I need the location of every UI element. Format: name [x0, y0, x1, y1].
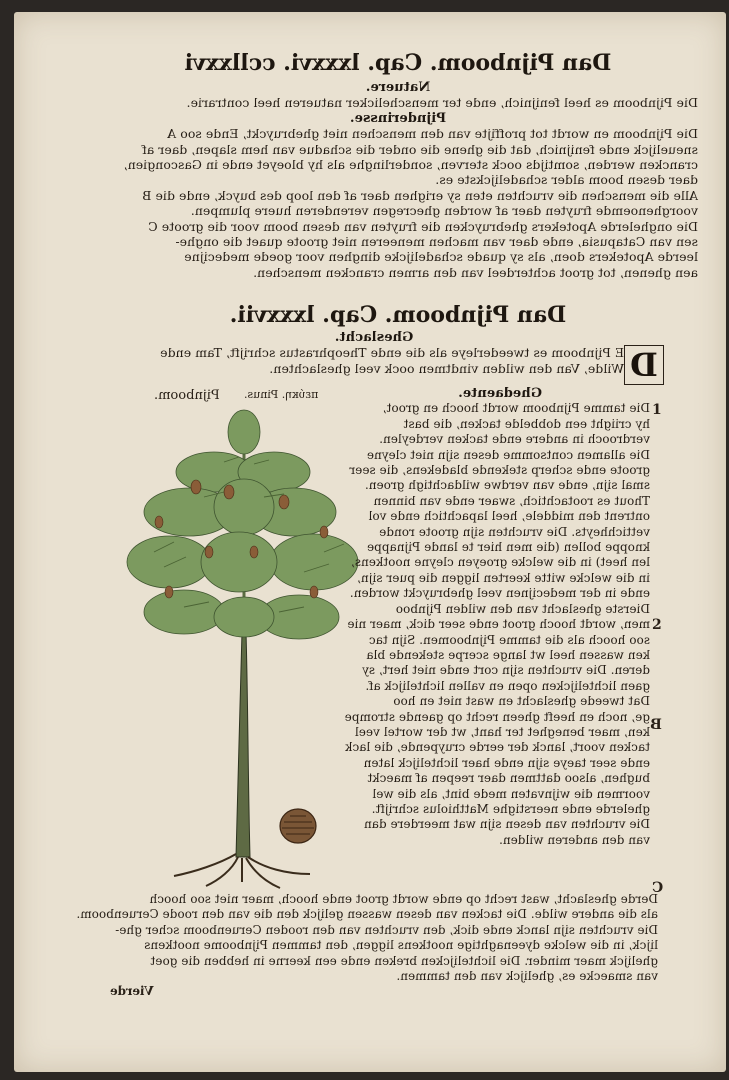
section-heading-ghedaente: Ghedaente. [458, 386, 542, 401]
text-line: als die andere wilde. Die tacken van desen wassen gelijck den die van den roode Ceruenboom. [76, 907, 658, 922]
text-line: verdrooch in andere ende tacken verdeylen. [379, 432, 650, 447]
text-line: sen van Catapusia, ende daer van machen meneeren niet groote quaet die onghe- [175, 234, 698, 250]
text-line: Alle die menschen die vruchten eten sy erighen daer af den loop des buyck, ende die B [142, 187, 698, 203]
text-line: hy criight een dobbelde tacken, die bast [403, 416, 650, 431]
text-line: men, wordt hooch groot ende seer dick, maer nie [347, 617, 650, 632]
text-line: deren. Die vruchten sijn cort ende niet hert, sy [362, 663, 650, 678]
margin-mark-1: 1 [652, 402, 662, 418]
text-line: ghelerde ende neerstighe Matthiolus schrijft. [371, 801, 650, 816]
text-line: Die allamen contsomme desen sijn niet cleyne [366, 447, 650, 462]
right-column-text [344, 386, 650, 848]
book-page [14, 12, 726, 1072]
catchword: Vierde [110, 984, 154, 998]
section-heading-pijnderinsse: Pijnderinsse. [349, 110, 447, 126]
chapter-intro [124, 330, 624, 376]
text-line: voorghenoemde fruyten daer af worden ghecregen verenderen huere plumpen. [190, 203, 698, 219]
text-line: Thout es rootachtich, swaer ende van binnen [373, 493, 650, 508]
text-line: ende seer taeye sijn ende haer lichtelijck laten [363, 755, 650, 770]
text-line: ghelijck maer minder. Die lichtelijcken breken ende een keerne in hebben die goet [150, 953, 658, 968]
top-text-block [98, 80, 698, 280]
text-line: Wilde, Van den wilden vindtmen oock veel gheslachten. [269, 360, 624, 376]
margin-mark-b: B [650, 717, 662, 733]
text-line: bughen, alsoo dattmen daer reepen af maeckt [367, 771, 650, 786]
text-line: aen ghenen, tot groot achterdeel van den armen crancken menschen. [253, 264, 698, 280]
text-line: voormen die wijnvaten mede bint, als die wel [372, 786, 650, 801]
text-line: sneuelijck ende fenijnich, dat die ghene die onder die schadue van hem slapen, daer af [142, 141, 698, 157]
text-line: ontrent den middele, heel lapachtich ende vol [368, 509, 650, 524]
text-line: crancken werden, somtijds oock sterven, sonderlinghe als hy bloeyet ende in Gascongien, [123, 157, 698, 173]
text-line: Die Pijnboom es heel fenijnich, ende ter menschelicker natueren heel contrarie. [186, 95, 698, 111]
figure-caption-greek: πεύκη. Pinus. [244, 388, 319, 401]
text-line: Die Pijnboom en wordt tot proffijte van den menschen niet ghebruyckt, Ende soo A [167, 126, 698, 142]
text-line: Die vruchten sijn lanck ende dick, den vruchten van den rooden Ceruenboom scher ghe- [115, 922, 658, 937]
text-line: groote ende scherp stekende bladekens, die seer [349, 463, 650, 478]
text-line: daer desen boom alder schadelijckste es. [435, 172, 698, 188]
text-line: gaen lichtelijcken open en vallen lichtelijck af. [365, 678, 650, 693]
text-line: ge, noch en heeft gheen recht op gaende strompe [344, 709, 650, 724]
section-heading-natuere: Natuere. [365, 80, 431, 95]
text-line: van smaecke es, ghelijck van den tammen. [396, 969, 658, 984]
text-line: ende in der medecijnen veel ghebruyckt worden. [349, 586, 650, 601]
text-line: soo hooch als die tamme Pijnboomen. Sijn tac [368, 632, 650, 647]
running-header: Dan Pijnboom. Cap. lxxxvi. ccllxxvi [184, 50, 612, 76]
decorated-initial: D [624, 345, 664, 385]
margin-mark-c: C [652, 880, 664, 896]
text-line: van den anderen wilden. [498, 832, 650, 847]
margin-mark-2: 2 [652, 617, 662, 633]
text-line: Die onghelerde Apotekers ghebruycken die fruyten van desen boom voor die groote C [148, 218, 698, 234]
text-line: Dat tweede gheslacht en wast niet en hoo [393, 694, 650, 709]
text-line: len heet) in die welcke groeyen cleyne nootkens, [350, 555, 650, 570]
text-line: Die tamme Pijnboom wordt hooch en groot, [382, 401, 650, 416]
pine-cone-illustration [276, 804, 320, 848]
section-heading-gheslacht: Gheslacht. [334, 330, 414, 345]
text-line: smal sijn, ende van verdwe wildachtigh groen. [364, 478, 650, 493]
text-line: Dierste gheslacht van den wilden Pijnboo [395, 601, 650, 616]
text-line: Die vruchten van desen sijn wat meerdere dan [363, 817, 650, 832]
tree-illustration [114, 402, 364, 892]
text-line: knoppe bollen (die men hier te lande Pijnappe [366, 540, 650, 555]
text-line: leerde Apotekers doen, als sy quade schadelijcke dinghen voor goede medecijne [184, 249, 698, 265]
text-line: in die welcke witte keerten liggen die puer sijn, [357, 570, 650, 585]
chapter-title: Dan Pijnboom. Cap. lxxxvii. [229, 302, 567, 328]
text-line: ken, maer beneghet ter hant, wt der wortel veel [354, 724, 650, 739]
text-line: lijck, in die welcke dyeenaghtige nootkens liggen, den tammen Pijnboome nootkens [144, 938, 658, 953]
text-line: E Pijnboom es tweederleye als die ende Theophrastus schrijft, Tam ende [160, 345, 624, 361]
bottom-text-block [76, 892, 658, 984]
text-line: tacken voort, lanck der eerde cruypende, die lack [345, 740, 650, 755]
text-line: vettichheyts. Die vruchten sijn groote ronde [379, 524, 650, 539]
text-line: ken wassen heel wt lange scerpe stekende bla [366, 647, 650, 662]
figure-caption-name: Pijnboom. [154, 388, 220, 403]
text-line: Derde gheslacht, wast recht op ende wordt groot ende hooch, maer niet soo hooch [149, 892, 658, 906]
